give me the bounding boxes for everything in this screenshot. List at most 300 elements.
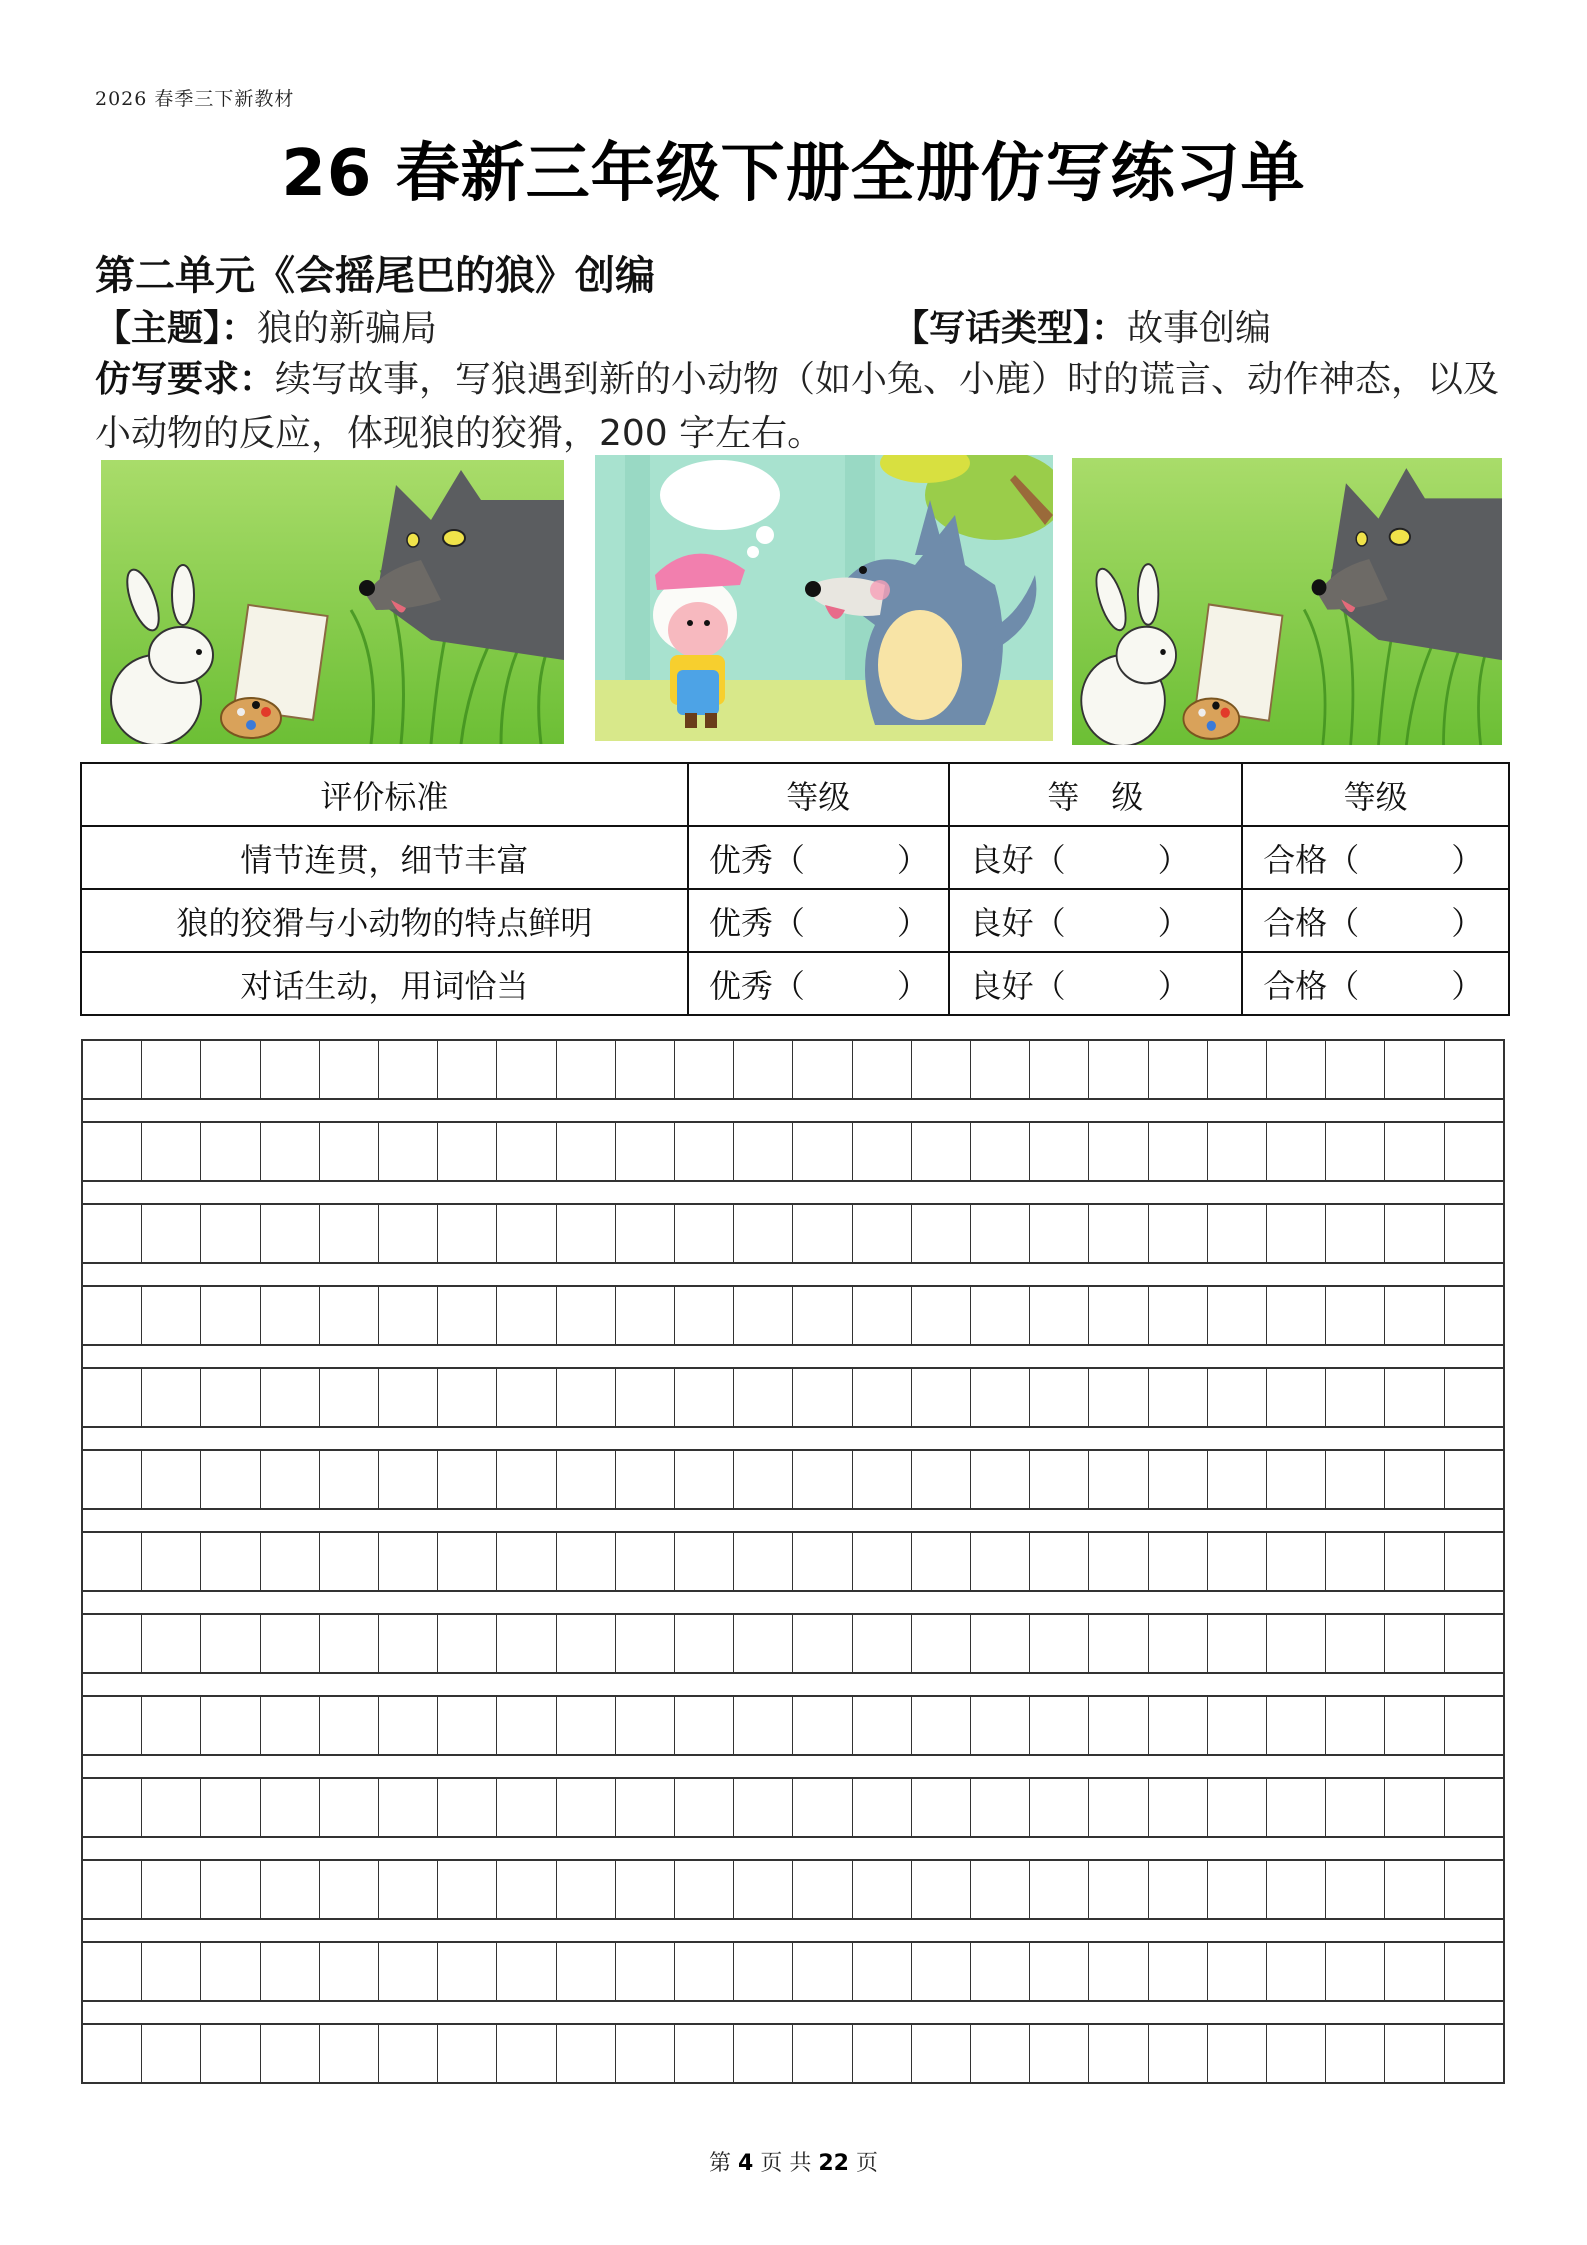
writing-cell[interactable] <box>320 1369 379 1426</box>
writing-cell[interactable] <box>379 2025 438 2082</box>
writing-cell[interactable] <box>971 2025 1030 2082</box>
writing-cell[interactable] <box>261 1861 320 1918</box>
writing-cell[interactable] <box>1089 1533 1148 1590</box>
writing-cell[interactable] <box>853 1697 912 1754</box>
writing-cell[interactable] <box>261 1369 320 1426</box>
writing-cell[interactable] <box>1208 2025 1267 2082</box>
writing-cell[interactable] <box>438 1861 497 1918</box>
writing-cell[interactable] <box>912 2025 971 2082</box>
writing-cell[interactable] <box>1267 1533 1326 1590</box>
writing-cell[interactable] <box>912 1943 971 2000</box>
writing-cell[interactable] <box>1030 1533 1089 1590</box>
writing-cell[interactable] <box>557 1287 616 1344</box>
writing-cell[interactable] <box>1030 1123 1089 1180</box>
writing-cell[interactable] <box>675 1533 734 1590</box>
grade-excellent-box[interactable] <box>688 952 949 1015</box>
writing-cell[interactable] <box>734 1943 793 2000</box>
writing-cell[interactable] <box>853 2025 912 2082</box>
writing-cell[interactable] <box>971 1943 1030 2000</box>
writing-cell[interactable] <box>616 1041 675 1098</box>
writing-cell[interactable] <box>616 1615 675 1672</box>
writing-cell[interactable] <box>379 1861 438 1918</box>
writing-cell[interactable] <box>83 2025 142 2082</box>
writing-cell[interactable] <box>142 1697 201 1754</box>
writing-cell[interactable] <box>616 2025 675 2082</box>
writing-cell[interactable] <box>1030 1451 1089 1508</box>
writing-cell[interactable] <box>142 2025 201 2082</box>
writing-cell[interactable] <box>734 1205 793 1262</box>
writing-cell[interactable] <box>1030 1041 1089 1098</box>
grade-pass-box[interactable] <box>1242 952 1509 1015</box>
writing-cell[interactable] <box>557 1451 616 1508</box>
writing-cell[interactable] <box>1030 1615 1089 1672</box>
writing-cell[interactable] <box>793 1205 852 1262</box>
writing-cell[interactable] <box>1326 1451 1385 1508</box>
writing-cell[interactable] <box>734 1533 793 1590</box>
writing-cell[interactable] <box>1326 1861 1385 1918</box>
writing-cell[interactable] <box>793 1533 852 1590</box>
writing-cell[interactable] <box>616 1451 675 1508</box>
writing-cell[interactable] <box>912 1369 971 1426</box>
writing-cell[interactable] <box>1149 1861 1208 1918</box>
writing-cell[interactable] <box>557 2025 616 2082</box>
writing-cell[interactable] <box>793 1697 852 1754</box>
writing-cell[interactable] <box>438 1615 497 1672</box>
writing-cell[interactable] <box>1385 1697 1444 1754</box>
writing-cell[interactable] <box>261 1533 320 1590</box>
writing-cell[interactable] <box>1385 1779 1444 1836</box>
writing-cell[interactable] <box>912 1123 971 1180</box>
writing-cell[interactable] <box>616 1697 675 1754</box>
writing-cell[interactable] <box>1385 1943 1444 2000</box>
writing-cell[interactable] <box>616 1779 675 1836</box>
writing-cell[interactable] <box>971 1861 1030 1918</box>
writing-cell[interactable] <box>83 1369 142 1426</box>
writing-cell[interactable] <box>675 1205 734 1262</box>
writing-cell[interactable] <box>1445 1697 1503 1754</box>
writing-cell[interactable] <box>1326 1041 1385 1098</box>
writing-cell[interactable] <box>438 2025 497 2082</box>
writing-cell[interactable] <box>1030 1369 1089 1426</box>
writing-cell[interactable] <box>616 1861 675 1918</box>
writing-cell[interactable] <box>853 1533 912 1590</box>
grade-good-box[interactable] <box>949 952 1243 1015</box>
writing-cell[interactable] <box>201 1615 260 1672</box>
writing-cell[interactable] <box>83 1287 142 1344</box>
writing-cell[interactable] <box>1385 1615 1444 1672</box>
writing-cell[interactable] <box>1267 1943 1326 2000</box>
writing-cell[interactable] <box>971 1615 1030 1672</box>
writing-cell[interactable] <box>497 1697 556 1754</box>
writing-cell[interactable] <box>201 1287 260 1344</box>
writing-cell[interactable] <box>1208 1861 1267 1918</box>
writing-cell[interactable] <box>1030 1697 1089 1754</box>
writing-cell[interactable] <box>1385 1123 1444 1180</box>
writing-cell[interactable] <box>1149 1943 1208 2000</box>
writing-cell[interactable] <box>1149 1123 1208 1180</box>
writing-cell[interactable] <box>497 1041 556 1098</box>
writing-cell[interactable] <box>379 1615 438 1672</box>
writing-cell[interactable] <box>1445 1287 1503 1344</box>
writing-cell[interactable] <box>1326 1205 1385 1262</box>
writing-cell[interactable] <box>142 1041 201 1098</box>
writing-cell[interactable] <box>1089 1123 1148 1180</box>
writing-cell[interactable] <box>971 1697 1030 1754</box>
writing-cell[interactable] <box>142 1123 201 1180</box>
writing-cell[interactable] <box>83 1779 142 1836</box>
writing-cell[interactable] <box>1149 1041 1208 1098</box>
writing-cell[interactable] <box>1149 2025 1208 2082</box>
writing-cell[interactable] <box>438 1205 497 1262</box>
writing-cell[interactable] <box>675 1451 734 1508</box>
writing-cell[interactable] <box>1326 2025 1385 2082</box>
writing-cell[interactable] <box>1385 1369 1444 1426</box>
writing-cell[interactable] <box>734 1123 793 1180</box>
writing-cell[interactable] <box>734 1697 793 1754</box>
writing-cell[interactable] <box>912 1205 971 1262</box>
writing-cell[interactable] <box>734 1451 793 1508</box>
writing-cell[interactable] <box>497 1287 556 1344</box>
writing-cell[interactable] <box>379 1779 438 1836</box>
writing-cell[interactable] <box>1445 1533 1503 1590</box>
writing-cell[interactable] <box>557 1041 616 1098</box>
writing-cell[interactable] <box>497 1123 556 1180</box>
writing-cell[interactable] <box>1208 1041 1267 1098</box>
writing-cell[interactable] <box>1267 1451 1326 1508</box>
writing-cell[interactable] <box>1385 1861 1444 1918</box>
writing-cell[interactable] <box>557 1779 616 1836</box>
writing-cell[interactable] <box>261 1697 320 1754</box>
writing-cell[interactable] <box>912 1287 971 1344</box>
writing-cell[interactable] <box>971 1779 1030 1836</box>
writing-cell[interactable] <box>1089 1697 1148 1754</box>
writing-cell[interactable] <box>320 1451 379 1508</box>
writing-cell[interactable] <box>912 1041 971 1098</box>
writing-cell[interactable] <box>793 1779 852 1836</box>
writing-cell[interactable] <box>971 1041 1030 1098</box>
writing-cell[interactable] <box>557 1533 616 1590</box>
writing-cell[interactable] <box>1326 1123 1385 1180</box>
writing-cell[interactable] <box>379 1533 438 1590</box>
writing-cell[interactable] <box>853 1041 912 1098</box>
writing-cell[interactable] <box>83 1123 142 1180</box>
writing-cell[interactable] <box>1089 1451 1148 1508</box>
writing-cell[interactable] <box>142 1779 201 1836</box>
writing-cell[interactable] <box>616 1205 675 1262</box>
writing-cell[interactable] <box>675 1697 734 1754</box>
writing-cell[interactable] <box>675 2025 734 2082</box>
writing-cell[interactable] <box>675 1615 734 1672</box>
writing-cell[interactable] <box>912 1697 971 1754</box>
writing-cell[interactable] <box>1208 1369 1267 1426</box>
writing-cell[interactable] <box>793 1451 852 1508</box>
writing-cell[interactable] <box>1089 1861 1148 1918</box>
writing-cell[interactable] <box>261 1451 320 1508</box>
writing-cell[interactable] <box>1445 1779 1503 1836</box>
writing-cell[interactable] <box>557 1943 616 2000</box>
writing-cell[interactable] <box>497 2025 556 2082</box>
writing-cell[interactable] <box>1267 1861 1326 1918</box>
writing-cell[interactable] <box>971 1369 1030 1426</box>
writing-cell[interactable] <box>201 1779 260 1836</box>
writing-cell[interactable] <box>1089 1615 1148 1672</box>
writing-cell[interactable] <box>201 1943 260 2000</box>
writing-cell[interactable] <box>1326 1287 1385 1344</box>
writing-cell[interactable] <box>853 1369 912 1426</box>
writing-cell[interactable] <box>201 1451 260 1508</box>
writing-cell[interactable] <box>1445 1451 1503 1508</box>
writing-cell[interactable] <box>261 1205 320 1262</box>
writing-cell[interactable] <box>675 1369 734 1426</box>
writing-cell[interactable] <box>1267 1697 1326 1754</box>
writing-cell[interactable] <box>1089 1779 1148 1836</box>
writing-cell[interactable] <box>201 1861 260 1918</box>
writing-cell[interactable] <box>1267 1779 1326 1836</box>
writing-cell[interactable] <box>320 1697 379 1754</box>
writing-cell[interactable] <box>142 1533 201 1590</box>
writing-cell[interactable] <box>734 1861 793 1918</box>
writing-cell[interactable] <box>853 1861 912 1918</box>
writing-cell[interactable] <box>1267 2025 1326 2082</box>
writing-cell[interactable] <box>971 1533 1030 1590</box>
writing-cell[interactable] <box>912 1615 971 1672</box>
writing-cell[interactable] <box>1385 2025 1444 2082</box>
writing-cell[interactable] <box>497 1861 556 1918</box>
writing-cell[interactable] <box>1267 1615 1326 1672</box>
writing-cell[interactable] <box>83 1205 142 1262</box>
writing-cell[interactable] <box>793 1615 852 1672</box>
writing-cell[interactable] <box>1445 1943 1503 2000</box>
writing-cell[interactable] <box>497 1779 556 1836</box>
writing-cell[interactable] <box>793 1861 852 1918</box>
writing-cell[interactable] <box>793 1369 852 1426</box>
writing-cell[interactable] <box>1326 1697 1385 1754</box>
writing-cell[interactable] <box>1089 1943 1148 2000</box>
writing-cell[interactable] <box>438 1943 497 2000</box>
grade-good-box[interactable] <box>949 826 1243 889</box>
writing-cell[interactable] <box>1326 1533 1385 1590</box>
writing-cell[interactable] <box>557 1615 616 1672</box>
writing-cell[interactable] <box>1267 1123 1326 1180</box>
writing-cell[interactable] <box>1385 1451 1444 1508</box>
writing-cell[interactable] <box>616 1943 675 2000</box>
writing-cell[interactable] <box>616 1287 675 1344</box>
writing-cell[interactable] <box>1267 1041 1326 1098</box>
grade-pass-box[interactable] <box>1242 889 1509 952</box>
writing-cell[interactable] <box>1445 1205 1503 1262</box>
writing-cell[interactable] <box>142 1205 201 1262</box>
writing-cell[interactable] <box>675 1287 734 1344</box>
writing-cell[interactable] <box>1326 1369 1385 1426</box>
writing-cell[interactable] <box>853 1615 912 1672</box>
writing-cell[interactable] <box>1445 1369 1503 1426</box>
writing-cell[interactable] <box>971 1287 1030 1344</box>
writing-cell[interactable] <box>320 1943 379 2000</box>
writing-cell[interactable] <box>793 1943 852 2000</box>
writing-cell[interactable] <box>675 1779 734 1836</box>
writing-cell[interactable] <box>1385 1533 1444 1590</box>
writing-cell[interactable] <box>261 1779 320 1836</box>
grade-excellent-box[interactable] <box>688 826 949 889</box>
writing-cell[interactable] <box>83 1943 142 2000</box>
writing-cell[interactable] <box>1030 1205 1089 1262</box>
writing-cell[interactable] <box>1149 1697 1208 1754</box>
writing-cell[interactable] <box>201 1205 260 1262</box>
writing-cell[interactable] <box>971 1205 1030 1262</box>
writing-cell[interactable] <box>438 1369 497 1426</box>
writing-cell[interactable] <box>320 2025 379 2082</box>
writing-cell[interactable] <box>616 1533 675 1590</box>
writing-cell[interactable] <box>1385 1287 1444 1344</box>
writing-cell[interactable] <box>675 1123 734 1180</box>
writing-cell[interactable] <box>261 1615 320 1672</box>
writing-cell[interactable] <box>438 1123 497 1180</box>
writing-cell[interactable] <box>261 1943 320 2000</box>
writing-cell[interactable] <box>1445 1861 1503 1918</box>
writing-cell[interactable] <box>379 1123 438 1180</box>
writing-cell[interactable] <box>853 1943 912 2000</box>
writing-cell[interactable] <box>83 1697 142 1754</box>
writing-cell[interactable] <box>793 1123 852 1180</box>
grade-pass-box[interactable] <box>1242 826 1509 889</box>
writing-cell[interactable] <box>557 1861 616 1918</box>
writing-cell[interactable] <box>379 1369 438 1426</box>
writing-cell[interactable] <box>912 1533 971 1590</box>
writing-cell[interactable] <box>1208 1287 1267 1344</box>
writing-cell[interactable] <box>1267 1287 1326 1344</box>
writing-cell[interactable] <box>142 1861 201 1918</box>
writing-cell[interactable] <box>1030 1861 1089 1918</box>
writing-cell[interactable] <box>734 1287 793 1344</box>
writing-cell[interactable] <box>497 1615 556 1672</box>
writing-cell[interactable] <box>912 1861 971 1918</box>
writing-cell[interactable] <box>142 1451 201 1508</box>
writing-cell[interactable] <box>912 1451 971 1508</box>
writing-cell[interactable] <box>1385 1205 1444 1262</box>
writing-cell[interactable] <box>438 1041 497 1098</box>
writing-cell[interactable] <box>734 1041 793 1098</box>
writing-cell[interactable] <box>557 1205 616 1262</box>
writing-cell[interactable] <box>1089 1369 1148 1426</box>
writing-cell[interactable] <box>1445 1123 1503 1180</box>
writing-cell[interactable] <box>1149 1369 1208 1426</box>
grade-good-box[interactable] <box>949 889 1243 952</box>
writing-cell[interactable] <box>1208 1123 1267 1180</box>
writing-cell[interactable] <box>438 1287 497 1344</box>
writing-cell[interactable] <box>557 1697 616 1754</box>
writing-cell[interactable] <box>1089 2025 1148 2082</box>
writing-cell[interactable] <box>1149 1287 1208 1344</box>
writing-cell[interactable] <box>497 1533 556 1590</box>
writing-cell[interactable] <box>320 1041 379 1098</box>
writing-cell[interactable] <box>201 2025 260 2082</box>
writing-cell[interactable] <box>1030 1779 1089 1836</box>
writing-cell[interactable] <box>793 1287 852 1344</box>
writing-cell[interactable] <box>616 1123 675 1180</box>
writing-cell[interactable] <box>379 1041 438 1098</box>
writing-cell[interactable] <box>1267 1205 1326 1262</box>
writing-cell[interactable] <box>320 1779 379 1836</box>
writing-cell[interactable] <box>1208 1205 1267 1262</box>
writing-cell[interactable] <box>853 1123 912 1180</box>
writing-cell[interactable] <box>1149 1451 1208 1508</box>
writing-cell[interactable] <box>261 1041 320 1098</box>
writing-cell[interactable] <box>793 2025 852 2082</box>
writing-cell[interactable] <box>83 1533 142 1590</box>
writing-cell[interactable] <box>83 1861 142 1918</box>
writing-cell[interactable] <box>734 1615 793 1672</box>
writing-cell[interactable] <box>1030 1287 1089 1344</box>
writing-cell[interactable] <box>1030 2025 1089 2082</box>
writing-cell[interactable] <box>1208 1943 1267 2000</box>
writing-cell[interactable] <box>201 1533 260 1590</box>
writing-cell[interactable] <box>379 1451 438 1508</box>
writing-cell[interactable] <box>497 1369 556 1426</box>
writing-cell[interactable] <box>438 1697 497 1754</box>
writing-cell[interactable] <box>853 1779 912 1836</box>
grade-excellent-box[interactable] <box>688 889 949 952</box>
writing-cell[interactable] <box>261 1287 320 1344</box>
writing-cell[interactable] <box>379 1205 438 1262</box>
writing-cell[interactable] <box>320 1287 379 1344</box>
writing-cell[interactable] <box>1326 1615 1385 1672</box>
writing-cell[interactable] <box>853 1451 912 1508</box>
writing-cell[interactable] <box>379 1287 438 1344</box>
writing-cell[interactable] <box>912 1779 971 1836</box>
writing-cell[interactable] <box>379 1697 438 1754</box>
writing-cell[interactable] <box>438 1451 497 1508</box>
writing-cell[interactable] <box>201 1041 260 1098</box>
writing-cell[interactable] <box>1326 1779 1385 1836</box>
writing-cell[interactable] <box>793 1041 852 1098</box>
writing-cell[interactable] <box>1149 1615 1208 1672</box>
writing-cell[interactable] <box>438 1533 497 1590</box>
writing-cell[interactable] <box>1208 1533 1267 1590</box>
writing-cell[interactable] <box>1089 1287 1148 1344</box>
writing-cell[interactable] <box>557 1123 616 1180</box>
writing-cell[interactable] <box>1149 1779 1208 1836</box>
writing-cell[interactable] <box>1149 1205 1208 1262</box>
writing-cell[interactable] <box>675 1943 734 2000</box>
writing-cell[interactable] <box>320 1533 379 1590</box>
writing-cell[interactable] <box>1445 2025 1503 2082</box>
writing-cell[interactable] <box>675 1041 734 1098</box>
writing-cell[interactable] <box>971 1451 1030 1508</box>
writing-cell[interactable] <box>734 1369 793 1426</box>
writing-cell[interactable] <box>734 2025 793 2082</box>
writing-cell[interactable] <box>83 1615 142 1672</box>
writing-cell[interactable] <box>83 1041 142 1098</box>
writing-cell[interactable] <box>675 1861 734 1918</box>
writing-cell[interactable] <box>497 1205 556 1262</box>
writing-cell[interactable] <box>320 1615 379 1672</box>
writing-cell[interactable] <box>1267 1369 1326 1426</box>
writing-cell[interactable] <box>971 1123 1030 1180</box>
writing-cell[interactable] <box>1326 1943 1385 2000</box>
writing-cell[interactable] <box>1030 1943 1089 2000</box>
writing-cell[interactable] <box>201 1123 260 1180</box>
writing-cell[interactable] <box>83 1451 142 1508</box>
writing-cell[interactable] <box>497 1451 556 1508</box>
writing-cell[interactable] <box>142 1369 201 1426</box>
writing-cell[interactable] <box>142 1287 201 1344</box>
writing-cell[interactable] <box>1208 1451 1267 1508</box>
writing-cell[interactable] <box>261 1123 320 1180</box>
writing-cell[interactable] <box>201 1369 260 1426</box>
writing-cell[interactable] <box>1208 1779 1267 1836</box>
writing-cell[interactable] <box>853 1205 912 1262</box>
writing-cell[interactable] <box>1445 1615 1503 1672</box>
